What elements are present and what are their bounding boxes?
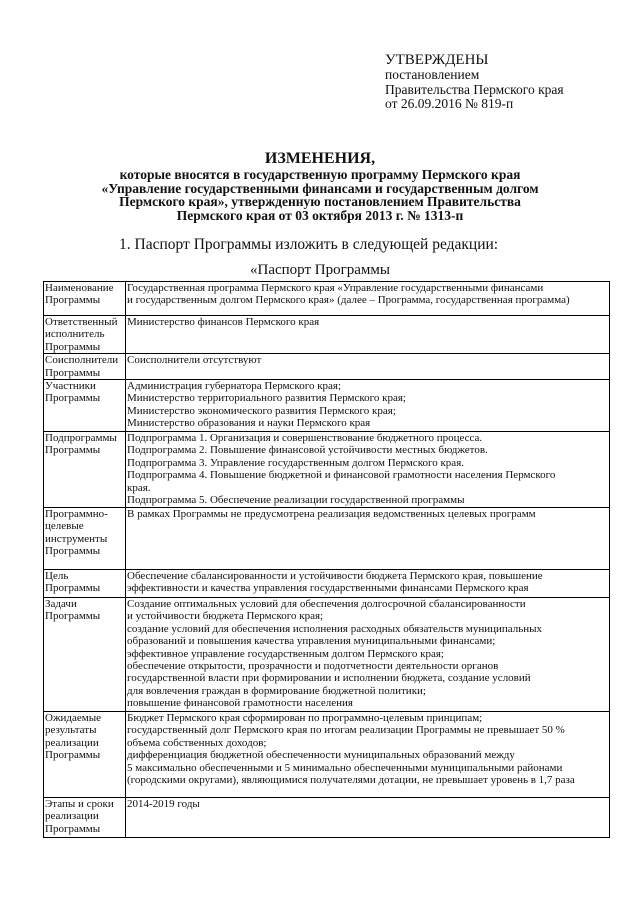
approval-line: постановлением bbox=[385, 67, 480, 82]
title-line: которые вносятся в государственную программу Пермского края bbox=[119, 167, 521, 182]
row-content-line: и государственным долгом Пермского края» (далее – Программа, государственная программа) bbox=[127, 294, 570, 307]
row-content-line: обеспечение открытости, прозрачности и подотчетности деятельности органов bbox=[127, 660, 499, 673]
row-content-line: и устойчивости бюджета Пермского края; bbox=[127, 610, 324, 623]
row-content-line: повышение финансовой грамотности населения bbox=[127, 697, 353, 710]
row-content-line: Подпрограмма 2. Повышение финансовой устойчивости местных бюджетов. bbox=[127, 444, 488, 457]
row-label-line: Задачи bbox=[45, 598, 77, 611]
row-content-line: 2014-2019 годы bbox=[127, 798, 200, 811]
row-label-cell bbox=[44, 508, 126, 570]
row-content-line: для вовлечения граждан в формирование бюджетной политики; bbox=[127, 684, 426, 697]
title-line: «Управление государственными финансами и государственным долгом bbox=[101, 180, 539, 196]
table-row bbox=[44, 282, 610, 316]
passport-title: «Паспорт Программы bbox=[250, 262, 390, 278]
row-content-line: Министерство экономического развития Пермского края; bbox=[127, 404, 396, 417]
row-content-line: Подпрограмма 3. Управление государственным долгом Пермского края. bbox=[127, 456, 465, 469]
row-label-line: Программы bbox=[45, 392, 101, 405]
row-content-line: края. bbox=[127, 481, 151, 494]
approval-block bbox=[385, 52, 564, 112]
row-label-line: Цель bbox=[45, 570, 69, 583]
row-label-line: Соисполнители bbox=[45, 354, 119, 367]
title-line: Пермского края», утвержденную постановлением Правительства bbox=[119, 194, 521, 209]
row-label-line: Программы bbox=[45, 366, 101, 379]
table-row bbox=[44, 432, 610, 508]
table-row bbox=[44, 354, 610, 380]
row-content-line: Министерство финансов Пермского края bbox=[127, 316, 320, 328]
row-label-line: Программы bbox=[45, 294, 101, 307]
row-content-line: Соисполнители отсутствуют bbox=[127, 354, 262, 367]
row-content-line: государственной власти при формировании и исполнении бюджета, создание условий bbox=[127, 672, 531, 685]
row-label-cell bbox=[44, 282, 126, 316]
row-content-cell bbox=[126, 282, 610, 316]
row-label-line: Программы bbox=[45, 749, 101, 762]
row-label-cell bbox=[44, 798, 126, 838]
row-label-cell bbox=[44, 380, 126, 432]
row-label-line: исполнитель bbox=[45, 328, 105, 341]
row-content-line: Обеспечение сбалансированности и устойчивости бюджета Пермского края, повышение bbox=[127, 570, 543, 583]
row-content-cell bbox=[126, 508, 610, 570]
row-label-line: результаты bbox=[45, 724, 97, 737]
table-row bbox=[44, 598, 610, 712]
row-content-line: Администрация губернатора Пермского края; bbox=[127, 380, 342, 393]
row-label-line: целевые bbox=[45, 520, 84, 533]
approval-line: Правительства Пермского края bbox=[385, 81, 564, 97]
row-content-line: Государственная программа Пермского края «Управление государственными финансами bbox=[127, 282, 544, 294]
approval-heading: УТВЕРЖДЕНЫ bbox=[385, 52, 489, 68]
row-content-line: объема собственных доходов; bbox=[127, 736, 267, 749]
instruction-paragraph: 1. Паспорт Программы изложить в следующей редакции: bbox=[119, 236, 499, 253]
row-content-line: создание условий для обеспечения исполнения расходных обязательств муниципальных bbox=[127, 622, 543, 635]
row-label-line: инструменты bbox=[45, 532, 108, 545]
row-label-line: реализации bbox=[45, 736, 99, 749]
row-label-line: Подпрограммы bbox=[45, 432, 117, 445]
row-label-cell bbox=[44, 432, 126, 508]
document-title bbox=[60, 150, 580, 222]
row-content-line: Министерство территориального развития Пермского края; bbox=[127, 392, 406, 405]
row-label-line: Программы bbox=[45, 444, 101, 457]
row-content-line: Бюджет Пермского края сформирован по программно-целевым принципам; bbox=[127, 712, 483, 725]
table-row bbox=[44, 570, 610, 598]
row-label-cell bbox=[44, 570, 126, 598]
row-content-line: 5 максимально обеспеченными и 5 минимально обеспеченными муниципальными районами bbox=[127, 761, 563, 774]
row-label-cell bbox=[44, 712, 126, 798]
row-label-line: Программы bbox=[45, 582, 101, 595]
row-content-line: образований и повышения качества управления муниципальными финансами; bbox=[127, 635, 496, 648]
row-label-line: Программы bbox=[45, 545, 101, 558]
row-content-line: В рамках Программы не предусмотрена реализация ведомственных целевых программ bbox=[127, 508, 536, 521]
row-content-line: Подпрограмма 1. Организация и совершенствование бюджетного процесса. bbox=[127, 432, 483, 445]
row-label-line: Этапы и сроки bbox=[45, 798, 114, 811]
table-row bbox=[44, 316, 610, 354]
row-label-line: Участники bbox=[45, 380, 96, 393]
row-content-cell bbox=[126, 712, 610, 798]
row-label-line: Программы bbox=[45, 340, 101, 353]
row-label-line: Программно- bbox=[45, 508, 108, 521]
row-label-cell bbox=[44, 316, 126, 354]
row-label-line: Программы bbox=[45, 610, 101, 623]
row-content-line: Подпрограмма 4. Повышение бюджетной и финансовой грамотности населения Пермского bbox=[127, 469, 556, 482]
table-row bbox=[44, 712, 610, 798]
row-content-line: Создание оптимальных условий для обеспечения долгосрочной сбалансированности bbox=[127, 598, 526, 611]
table-row bbox=[44, 798, 610, 838]
row-content-cell bbox=[126, 354, 610, 380]
row-content-cell bbox=[126, 432, 610, 508]
row-label-cell bbox=[44, 598, 126, 712]
row-label-line: Ожидаемые bbox=[45, 712, 102, 725]
title-line: Пермского края от 03 октября 2013 г. № 1313-п bbox=[176, 207, 464, 223]
table-row bbox=[44, 380, 610, 432]
row-content-line: Подпрограмма 5. Обеспечение реализации государственной программы bbox=[127, 494, 465, 507]
row-content-cell bbox=[126, 798, 610, 838]
table-row bbox=[44, 508, 610, 570]
row-label-line: Программы bbox=[45, 822, 101, 835]
row-content-cell bbox=[126, 570, 610, 598]
row-label-line: Ответственный bbox=[45, 316, 118, 328]
row-label-cell bbox=[44, 354, 126, 380]
approval-line: от 26.09.2016 № 819-п bbox=[385, 96, 514, 111]
row-label-line: Наименование bbox=[45, 282, 114, 294]
row-content-line: Министерство образования и науки Пермского края bbox=[127, 417, 371, 430]
row-content-line: эффективное управление государственным долгом Пермского края; bbox=[127, 647, 444, 660]
passport-table bbox=[43, 281, 610, 838]
row-content-line: (городскими округами), являющимися получателями дотации, не превышает уровень в 1,7 раза bbox=[127, 774, 575, 787]
row-content-cell bbox=[126, 598, 610, 712]
title-heading: ИЗМЕНЕНИЯ, bbox=[264, 150, 376, 167]
row-content-line: государственный долг Пермского края по итогам реализации Программы не превышает 50 % bbox=[127, 724, 565, 737]
row-content-line: эффективности и качества управления государственными финансами Пермского края bbox=[127, 582, 529, 595]
row-content-line: дифференциация бюджетной обеспеченности муниципальных образований между bbox=[127, 749, 515, 762]
row-content-cell bbox=[126, 380, 610, 432]
row-content-cell bbox=[126, 316, 610, 354]
row-label-line: реализации bbox=[45, 810, 99, 823]
